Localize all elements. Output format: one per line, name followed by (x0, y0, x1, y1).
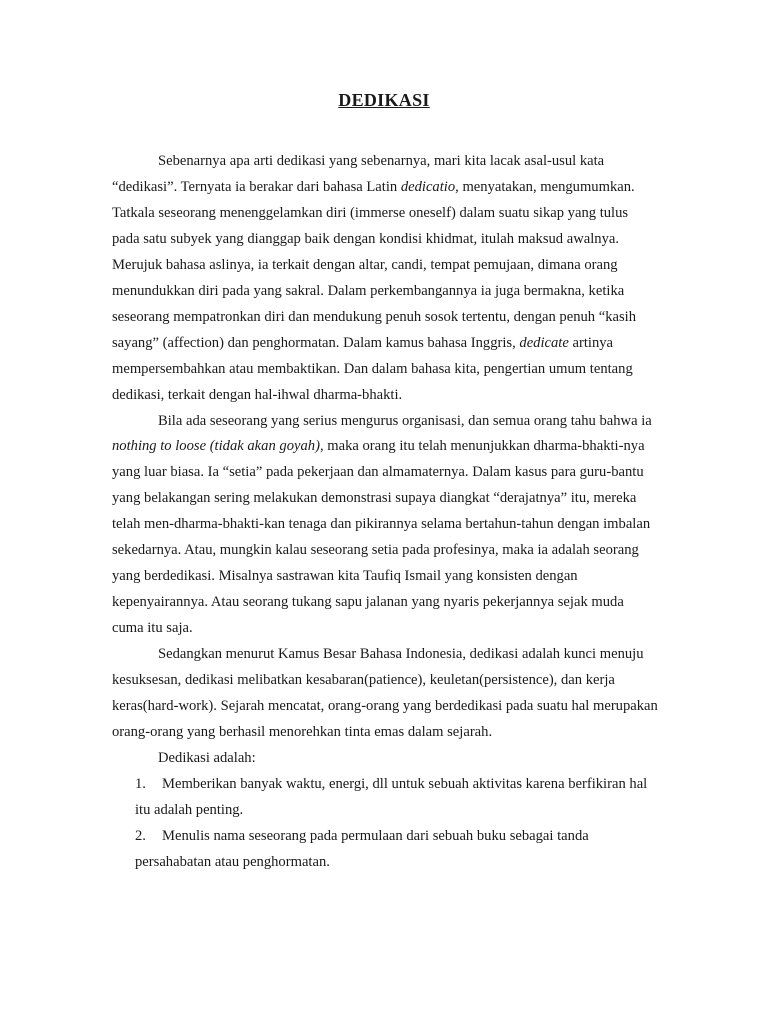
list-item-number: 2. (135, 827, 146, 844)
paragraph-1-text-cont: , menyatakan, mengumumkan. Tatkala seseorang menenggelamkan diri (immerse oneself) dalam suatu sikap yang tulus pada satu subyek yang dianggap baik dengan kondisi khidmat, itulah maksud awalnya. Merujuk bahasa aslinya, ia terkait dengan altar, candi, tempat pemujaan, dimana orang menundukkan diri pada yang sakral. Dalam perkembangannya ia juga bermakna, ketika seseorang mempatronkan diri dan mendukung penuh sosok tertentu, dengan penuh “kasih sayang” (affection) dan penghormatan. Dalam kamus bahasa Inggris, (112, 178, 637, 351)
paragraph-2-text-end: , maka orang itu telah menunjukkan dharma-bhakti-nya yang luar biasa. Ia “setia” pada pekerjaan dan almamaternya. Dalam kasus para guru-bantu yang belakangan sering melakukan demonstrasi supaya diangkat “derajatnya” itu, mereka telah men-dharma-bhakti-kan tenaga dan pikirannya selama bertahun-tahun dengan imbalan sekedarnya. Atau, mungkin kalau seseorang setia pada profesinya, maka ia adalah seorang yang berdedikasi. Misalnya sastrawan kita Taufiq Ismail yang konsisten dengan kepenyairannya. Atau seorang tukang sapu jalanan yang nyaris pekerjannya sejak muda cuma itu saja. (112, 438, 651, 637)
document-body (112, 149, 658, 876)
definition-list (112, 772, 658, 876)
list-item (112, 772, 658, 824)
list-lead: Dedikasi adalah: (158, 749, 256, 766)
paragraph-2-italic-phrase: nothing to loose (tidak akan goyah) (112, 438, 320, 455)
paragraph-1-text-end: artinya mempersembahkan atau membaktikan. Dan dalam bahasa kita, pengertian umum tentang dedikasi, terkait dengan hal-ihwal dharma-bhakti. (112, 334, 633, 403)
document-title: DEDIKASI (338, 90, 430, 110)
paragraph-1-text: Sebenarnya apa arti dedikasi yang sebenarnya, mari kita lacak asal-usul kata “dedikasi”. Ternyata ia berakar dari bahasa Latin (112, 153, 605, 195)
list-item-text: Menulis nama seseorang pada permulaan dari sebuah buku sebagai tanda persahabatan atau penghormatan. (135, 827, 589, 870)
paragraph-1-italic-dedicatio: dedicatio (400, 178, 456, 195)
paragraph-1-italic-dedicate: dedicate (519, 334, 569, 351)
paragraph-1 (112, 149, 658, 409)
list-item-text: Memberikan banyak waktu, energi, dll untuk sebuah aktivitas karena berfikiran hal itu adalah penting. (135, 775, 648, 818)
list-item (112, 824, 658, 876)
paragraph-3-text: Sedangkan menurut Kamus Besar Bahasa Indonesia, dedikasi adalah kunci menuju kesuksesan, dedikasi melibatkan kesabaran(patience), keuletan(persistence), dan kerja keras(hard-work). Sejarah mencatat, orang-orang yang berdedikasi pada suatu hal merupakan orang-orang yang berhasil menorehkan tinta emas dalam sejarah. (112, 646, 658, 740)
paragraph-3 (112, 642, 658, 746)
list-item-number: 1. (135, 775, 146, 792)
paragraph-2 (112, 409, 658, 643)
paragraph-2-text: Bila ada seseorang yang serius mengurus organisasi, dan semua orang tahu bahwa ia (158, 412, 652, 429)
